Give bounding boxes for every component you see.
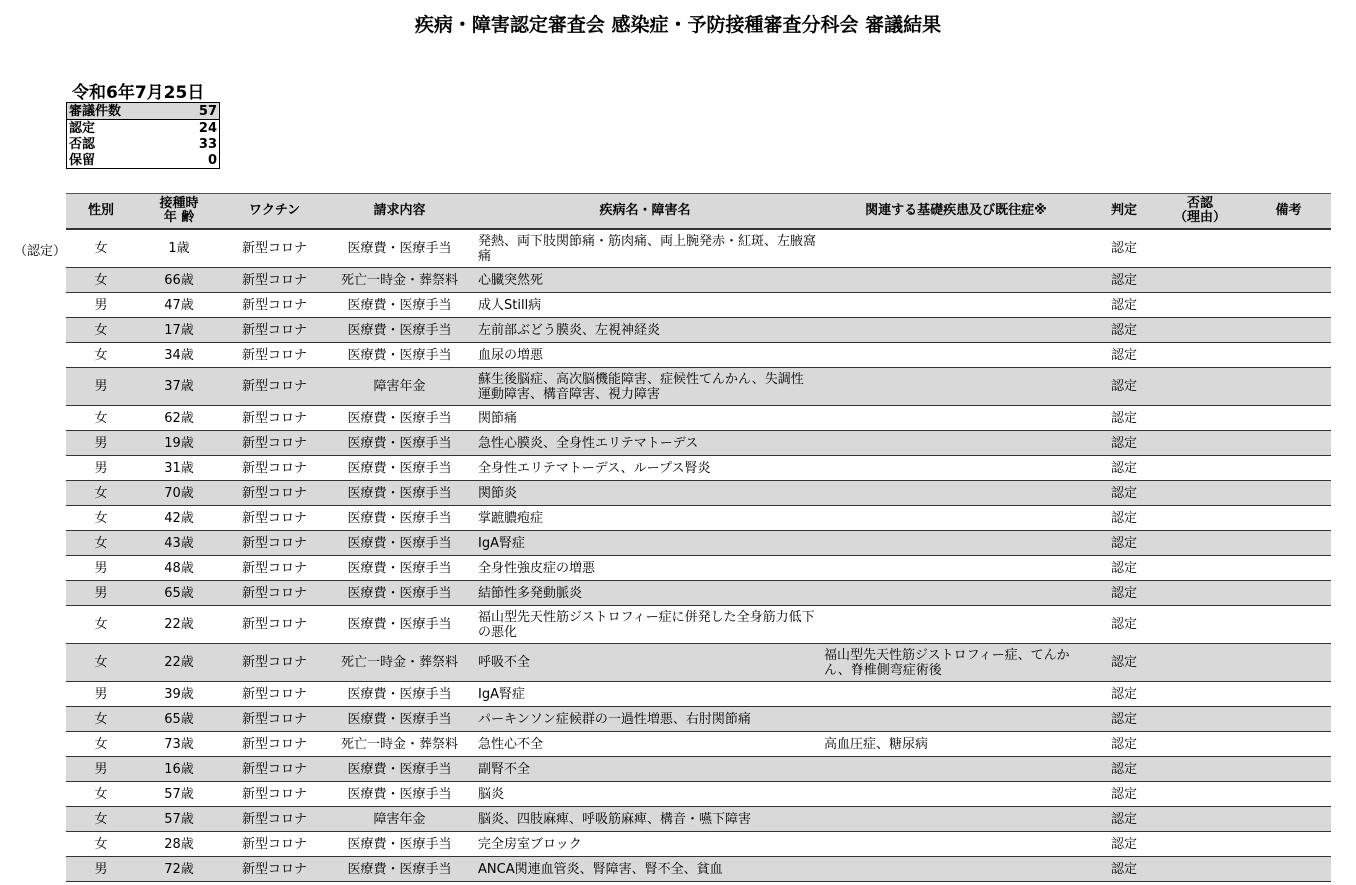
cell-denial-reason bbox=[1154, 229, 1246, 268]
cell-judgment: 認定 bbox=[1094, 343, 1154, 368]
cell-history bbox=[818, 456, 1094, 481]
cell-disease: 福山型先天性筋ジストロフィー症に併発した全身筋力低下の悪化 bbox=[472, 606, 818, 644]
cell-sex: 女 bbox=[66, 406, 136, 431]
cell-denial-reason bbox=[1154, 732, 1246, 757]
cell-age: 57歳 bbox=[136, 807, 222, 832]
cell-age: 72歳 bbox=[136, 857, 222, 882]
col-header-denial bbox=[1154, 194, 1246, 230]
cell-disease: 全身性強皮症の増悪 bbox=[472, 556, 818, 581]
cell-remarks bbox=[1246, 732, 1331, 757]
table-row bbox=[66, 757, 1331, 782]
cell-sex: 男 bbox=[66, 368, 136, 406]
cell-sex: 男 bbox=[66, 556, 136, 581]
cell-claim: 死亡一時金・葬祭料 bbox=[327, 644, 472, 682]
cell-age: 48歳 bbox=[136, 556, 222, 581]
cell-claim: 死亡一時金・葬祭料 bbox=[327, 732, 472, 757]
summary-label: 審議件数 bbox=[67, 103, 176, 120]
cell-remarks bbox=[1246, 343, 1331, 368]
cell-judgment: 認定 bbox=[1094, 732, 1154, 757]
cell-age: 34歳 bbox=[136, 343, 222, 368]
cell-sex: 女 bbox=[66, 506, 136, 531]
cell-judgment: 認定 bbox=[1094, 581, 1154, 606]
table-row bbox=[66, 456, 1331, 481]
cell-remarks bbox=[1246, 556, 1331, 581]
cell-remarks bbox=[1246, 531, 1331, 556]
results-table bbox=[66, 193, 1331, 882]
cell-sex: 男 bbox=[66, 456, 136, 481]
table-row bbox=[66, 431, 1331, 456]
table-row bbox=[66, 343, 1331, 368]
cell-age: 65歳 bbox=[136, 707, 222, 732]
cell-claim: 障害年金 bbox=[327, 368, 472, 406]
cell-judgment: 認定 bbox=[1094, 682, 1154, 707]
cell-disease: 脳炎、四肢麻痺、呼吸筋麻痺、構音・嚥下障害 bbox=[472, 807, 818, 832]
cell-remarks bbox=[1246, 293, 1331, 318]
table-row bbox=[66, 606, 1331, 644]
table-row bbox=[66, 506, 1331, 531]
summary-value: 0 bbox=[207, 152, 217, 168]
cell-denial-reason bbox=[1154, 318, 1246, 343]
cell-sex: 女 bbox=[66, 268, 136, 293]
cell-denial-reason bbox=[1154, 682, 1246, 707]
cell-denial-reason bbox=[1154, 406, 1246, 431]
cell-vaccine: 新型コロナ bbox=[222, 832, 327, 857]
col-header-denial-line2: （理由） bbox=[1173, 210, 1226, 225]
cell-claim: 医療費・医療手当 bbox=[327, 431, 472, 456]
cell-judgment: 認定 bbox=[1094, 293, 1154, 318]
table-row bbox=[66, 556, 1331, 581]
cell-judgment: 認定 bbox=[1094, 707, 1154, 732]
cell-denial-reason bbox=[1154, 581, 1246, 606]
summary-row bbox=[67, 136, 220, 152]
col-header-remarks: 備考 bbox=[1246, 194, 1331, 230]
cell-claim: 医療費・医療手当 bbox=[327, 343, 472, 368]
cell-age: 65歳 bbox=[136, 581, 222, 606]
cell-history bbox=[818, 406, 1094, 431]
cell-age: 70歳 bbox=[136, 481, 222, 506]
cell-disease: 呼吸不全 bbox=[472, 644, 818, 682]
cell-claim: 医療費・医療手当 bbox=[327, 481, 472, 506]
cell-vaccine: 新型コロナ bbox=[222, 229, 327, 268]
cell-remarks bbox=[1246, 757, 1331, 782]
cell-disease: 副腎不全 bbox=[472, 757, 818, 782]
cell-sex: 女 bbox=[66, 229, 136, 268]
cell-remarks bbox=[1246, 682, 1331, 707]
cell-vaccine: 新型コロナ bbox=[222, 682, 327, 707]
cell-denial-reason bbox=[1154, 606, 1246, 644]
cell-remarks bbox=[1246, 431, 1331, 456]
cell-sex: 女 bbox=[66, 832, 136, 857]
table-row bbox=[66, 644, 1331, 682]
cell-remarks bbox=[1246, 644, 1331, 682]
cell-age: 73歳 bbox=[136, 732, 222, 757]
cell-denial-reason bbox=[1154, 782, 1246, 807]
table-row bbox=[66, 857, 1331, 882]
cell-denial-reason bbox=[1154, 293, 1246, 318]
cell-remarks bbox=[1246, 481, 1331, 506]
cell-vaccine: 新型コロナ bbox=[222, 556, 327, 581]
cell-age: 42歳 bbox=[136, 506, 222, 531]
cell-sex: 女 bbox=[66, 644, 136, 682]
cell-denial-reason bbox=[1154, 431, 1246, 456]
cell-remarks bbox=[1246, 406, 1331, 431]
cell-history: 福山型先天性筋ジストロフィー症、てんかん、脊椎側弯症術後 bbox=[818, 644, 1094, 682]
cell-vaccine: 新型コロナ bbox=[222, 293, 327, 318]
col-header-age-line1: 接種時 bbox=[159, 196, 199, 211]
cell-claim: 医療費・医療手当 bbox=[327, 318, 472, 343]
cell-disease: 蘇生後脳症、高次脳機能障害、症候性てんかん、失調性運動障害、構音障害、視力障害 bbox=[472, 368, 818, 406]
cell-denial-reason bbox=[1154, 644, 1246, 682]
cell-age: 47歳 bbox=[136, 293, 222, 318]
cell-denial-reason bbox=[1154, 456, 1246, 481]
cell-history bbox=[818, 832, 1094, 857]
summary-label: 保留 bbox=[69, 152, 96, 168]
cell-history bbox=[818, 807, 1094, 832]
cell-claim: 医療費・医療手当 bbox=[327, 229, 472, 268]
cell-vaccine: 新型コロナ bbox=[222, 456, 327, 481]
cell-age: 57歳 bbox=[136, 782, 222, 807]
cell-disease: 急性心不全 bbox=[472, 732, 818, 757]
cell-age: 22歳 bbox=[136, 606, 222, 644]
cell-judgment: 認定 bbox=[1094, 456, 1154, 481]
cell-remarks bbox=[1246, 368, 1331, 406]
cell-judgment: 認定 bbox=[1094, 606, 1154, 644]
cell-history bbox=[818, 318, 1094, 343]
cell-sex: 男 bbox=[66, 682, 136, 707]
cell-remarks bbox=[1246, 782, 1331, 807]
cell-judgment: 認定 bbox=[1094, 531, 1154, 556]
cell-vaccine: 新型コロナ bbox=[222, 606, 327, 644]
cell-history bbox=[818, 782, 1094, 807]
cell-vaccine: 新型コロナ bbox=[222, 857, 327, 882]
col-header-judgment: 判定 bbox=[1094, 194, 1154, 230]
table-body bbox=[66, 229, 1331, 882]
cell-claim: 障害年金 bbox=[327, 807, 472, 832]
cell-age: 19歳 bbox=[136, 431, 222, 456]
table-row bbox=[66, 732, 1331, 757]
cell-sex: 男 bbox=[66, 857, 136, 882]
cell-history bbox=[818, 431, 1094, 456]
table-row bbox=[66, 807, 1331, 832]
cell-denial-reason bbox=[1154, 368, 1246, 406]
cell-judgment: 認定 bbox=[1094, 807, 1154, 832]
col-header-disease: 疾病名・障害名 bbox=[472, 194, 818, 230]
cell-remarks bbox=[1246, 707, 1331, 732]
table-row bbox=[66, 707, 1331, 732]
cell-vaccine: 新型コロナ bbox=[222, 368, 327, 406]
cell-history bbox=[818, 581, 1094, 606]
cell-sex: 女 bbox=[66, 807, 136, 832]
cell-claim: 医療費・医療手当 bbox=[327, 531, 472, 556]
cell-vaccine: 新型コロナ bbox=[222, 732, 327, 757]
cell-disease: 完全房室ブロック bbox=[472, 832, 818, 857]
cell-judgment: 認定 bbox=[1094, 431, 1154, 456]
cell-judgment: 認定 bbox=[1094, 268, 1154, 293]
cell-claim: 医療費・医療手当 bbox=[327, 606, 472, 644]
cell-disease: 発熱、両下肢関節痛・筋肉痛、両上腕発赤・紅斑、左腋窩痛 bbox=[472, 229, 818, 268]
cell-vaccine: 新型コロナ bbox=[222, 531, 327, 556]
cell-sex: 女 bbox=[66, 707, 136, 732]
cell-history bbox=[818, 757, 1094, 782]
cell-vaccine: 新型コロナ bbox=[222, 268, 327, 293]
table-row bbox=[66, 229, 1331, 268]
cell-judgment: 認定 bbox=[1094, 832, 1154, 857]
cell-claim: 医療費・医療手当 bbox=[327, 556, 472, 581]
cell-claim: 医療費・医療手当 bbox=[327, 832, 472, 857]
summary-row bbox=[67, 120, 220, 137]
cell-history bbox=[818, 293, 1094, 318]
cell-vaccine: 新型コロナ bbox=[222, 644, 327, 682]
cell-disease: 成人Still病 bbox=[472, 293, 818, 318]
cell-claim: 医療費・医療手当 bbox=[327, 456, 472, 481]
cell-remarks bbox=[1246, 857, 1331, 882]
cell-denial-reason bbox=[1154, 531, 1246, 556]
col-header-vaccine: ワクチン bbox=[222, 194, 327, 230]
cell-history: 高血圧症、糖尿病 bbox=[818, 732, 1094, 757]
cell-remarks bbox=[1246, 581, 1331, 606]
cell-judgment: 認定 bbox=[1094, 368, 1154, 406]
table-row bbox=[66, 406, 1331, 431]
cell-history bbox=[818, 682, 1094, 707]
cell-remarks bbox=[1246, 506, 1331, 531]
table-row bbox=[66, 581, 1331, 606]
cell-age: 43歳 bbox=[136, 531, 222, 556]
table-row bbox=[66, 293, 1331, 318]
cell-disease: 急性心膜炎、全身性エリテマトーデス bbox=[472, 431, 818, 456]
summary-table bbox=[66, 102, 220, 169]
cell-vaccine: 新型コロナ bbox=[222, 406, 327, 431]
cell-vaccine: 新型コロナ bbox=[222, 757, 327, 782]
table-row bbox=[66, 481, 1331, 506]
cell-sex: 女 bbox=[66, 782, 136, 807]
cell-history bbox=[818, 857, 1094, 882]
cell-disease: 心臓突然死 bbox=[472, 268, 818, 293]
cell-history bbox=[818, 606, 1094, 644]
summary-label: 否認 bbox=[69, 136, 96, 152]
cell-disease: 脳炎 bbox=[472, 782, 818, 807]
cell-history bbox=[818, 229, 1094, 268]
cell-vaccine: 新型コロナ bbox=[222, 506, 327, 531]
cell-age: 1歳 bbox=[136, 229, 222, 268]
cell-judgment: 認定 bbox=[1094, 229, 1154, 268]
col-header-age bbox=[136, 194, 222, 230]
cell-claim: 医療費・医療手当 bbox=[327, 757, 472, 782]
cell-remarks bbox=[1246, 606, 1331, 644]
cell-history bbox=[818, 268, 1094, 293]
cell-vaccine: 新型コロナ bbox=[222, 782, 327, 807]
cell-disease: 関節炎 bbox=[472, 481, 818, 506]
table-row bbox=[66, 268, 1331, 293]
cell-judgment: 認定 bbox=[1094, 857, 1154, 882]
cell-judgment: 認定 bbox=[1094, 757, 1154, 782]
cell-claim: 死亡一時金・葬祭料 bbox=[327, 268, 472, 293]
cell-vaccine: 新型コロナ bbox=[222, 707, 327, 732]
cell-disease: 左前部ぶどう膜炎、左視神経炎 bbox=[472, 318, 818, 343]
cell-disease: ANCA関連血管炎、腎障害、腎不全、貧血 bbox=[472, 857, 818, 882]
cell-remarks bbox=[1246, 807, 1331, 832]
cell-remarks bbox=[1246, 318, 1331, 343]
cell-denial-reason bbox=[1154, 268, 1246, 293]
cell-claim: 医療費・医療手当 bbox=[327, 707, 472, 732]
cell-vaccine: 新型コロナ bbox=[222, 318, 327, 343]
header-row bbox=[66, 194, 1331, 230]
cell-denial-reason bbox=[1154, 832, 1246, 857]
cell-claim: 医療費・医療手当 bbox=[327, 406, 472, 431]
cell-denial-reason bbox=[1154, 343, 1246, 368]
cell-sex: 男 bbox=[66, 581, 136, 606]
cell-remarks bbox=[1246, 268, 1331, 293]
cell-claim: 医療費・医療手当 bbox=[327, 782, 472, 807]
cell-age: 37歳 bbox=[136, 368, 222, 406]
summary-label: 認定 bbox=[69, 120, 96, 136]
cell-denial-reason bbox=[1154, 506, 1246, 531]
col-header-age-line2: 年 齢 bbox=[163, 210, 195, 225]
cell-denial-reason bbox=[1154, 757, 1246, 782]
section-label: （認定） bbox=[14, 244, 67, 259]
cell-history bbox=[818, 368, 1094, 406]
col-header-claim: 請求内容 bbox=[327, 194, 472, 230]
cell-sex: 男 bbox=[66, 757, 136, 782]
cell-sex: 男 bbox=[66, 431, 136, 456]
cell-sex: 女 bbox=[66, 343, 136, 368]
cell-disease: 関節痛 bbox=[472, 406, 818, 431]
cell-sex: 女 bbox=[66, 531, 136, 556]
cell-age: 22歳 bbox=[136, 644, 222, 682]
summary-row bbox=[67, 103, 220, 120]
col-header-denial-line1: 否認 bbox=[1186, 196, 1213, 211]
cell-history bbox=[818, 343, 1094, 368]
cell-denial-reason bbox=[1154, 857, 1246, 882]
table-row bbox=[66, 368, 1331, 406]
table-row bbox=[66, 682, 1331, 707]
cell-remarks bbox=[1246, 832, 1331, 857]
cell-sex: 女 bbox=[66, 606, 136, 644]
cell-vaccine: 新型コロナ bbox=[222, 481, 327, 506]
cell-denial-reason bbox=[1154, 481, 1246, 506]
cell-age: 66歳 bbox=[136, 268, 222, 293]
cell-sex: 女 bbox=[66, 732, 136, 757]
cell-claim: 医療費・医療手当 bbox=[327, 682, 472, 707]
cell-judgment: 認定 bbox=[1094, 318, 1154, 343]
col-header-history: 関連する基礎疾患及び既往症※ bbox=[818, 194, 1094, 230]
meeting-date: 令和6年7月25日 bbox=[72, 83, 205, 103]
table-row bbox=[66, 832, 1331, 857]
cell-history bbox=[818, 531, 1094, 556]
cell-vaccine: 新型コロナ bbox=[222, 807, 327, 832]
cell-claim: 医療費・医療手当 bbox=[327, 857, 472, 882]
cell-disease: 掌蹠膿疱症 bbox=[472, 506, 818, 531]
cell-claim: 医療費・医療手当 bbox=[327, 293, 472, 318]
table-row bbox=[66, 782, 1331, 807]
cell-history bbox=[818, 481, 1094, 506]
cell-disease: IgA腎症 bbox=[472, 531, 818, 556]
cell-sex: 女 bbox=[66, 481, 136, 506]
summary-value: 33 bbox=[198, 136, 217, 152]
cell-age: 39歳 bbox=[136, 682, 222, 707]
cell-vaccine: 新型コロナ bbox=[222, 343, 327, 368]
cell-sex: 女 bbox=[66, 318, 136, 343]
table-row bbox=[66, 531, 1331, 556]
summary-value: 24 bbox=[198, 120, 217, 136]
cell-denial-reason bbox=[1154, 707, 1246, 732]
cell-disease: 血尿の増悪 bbox=[472, 343, 818, 368]
cell-remarks bbox=[1246, 229, 1331, 268]
cell-age: 62歳 bbox=[136, 406, 222, 431]
cell-judgment: 認定 bbox=[1094, 406, 1154, 431]
page-title: 疾病・障害認定審査会 感染症・予防接種審査分科会 審議結果 bbox=[414, 14, 942, 36]
cell-judgment: 認定 bbox=[1094, 481, 1154, 506]
cell-sex: 男 bbox=[66, 293, 136, 318]
cell-judgment: 認定 bbox=[1094, 506, 1154, 531]
cell-disease: 全身性エリテマトーデス、ループス腎炎 bbox=[472, 456, 818, 481]
cell-vaccine: 新型コロナ bbox=[222, 581, 327, 606]
cell-denial-reason bbox=[1154, 807, 1246, 832]
cell-disease: 結節性多発動脈炎 bbox=[472, 581, 818, 606]
table-row bbox=[66, 318, 1331, 343]
cell-judgment: 認定 bbox=[1094, 556, 1154, 581]
cell-age: 17歳 bbox=[136, 318, 222, 343]
cell-history bbox=[818, 506, 1094, 531]
cell-denial-reason bbox=[1154, 556, 1246, 581]
cell-judgment: 認定 bbox=[1094, 644, 1154, 682]
col-header-sex: 性別 bbox=[66, 194, 136, 230]
summary-value: 57 bbox=[176, 103, 220, 120]
cell-claim: 医療費・医療手当 bbox=[327, 506, 472, 531]
cell-judgment: 認定 bbox=[1094, 782, 1154, 807]
cell-history bbox=[818, 707, 1094, 732]
cell-age: 31歳 bbox=[136, 456, 222, 481]
cell-vaccine: 新型コロナ bbox=[222, 431, 327, 456]
cell-disease: パーキンソン症候群の一過性増悪、右肘関節痛 bbox=[472, 707, 818, 732]
cell-history bbox=[818, 556, 1094, 581]
cell-claim: 医療費・医療手当 bbox=[327, 581, 472, 606]
summary-row bbox=[67, 152, 220, 169]
cell-age: 28歳 bbox=[136, 832, 222, 857]
cell-remarks bbox=[1246, 456, 1331, 481]
cell-disease: IgA腎症 bbox=[472, 682, 818, 707]
cell-age: 16歳 bbox=[136, 757, 222, 782]
